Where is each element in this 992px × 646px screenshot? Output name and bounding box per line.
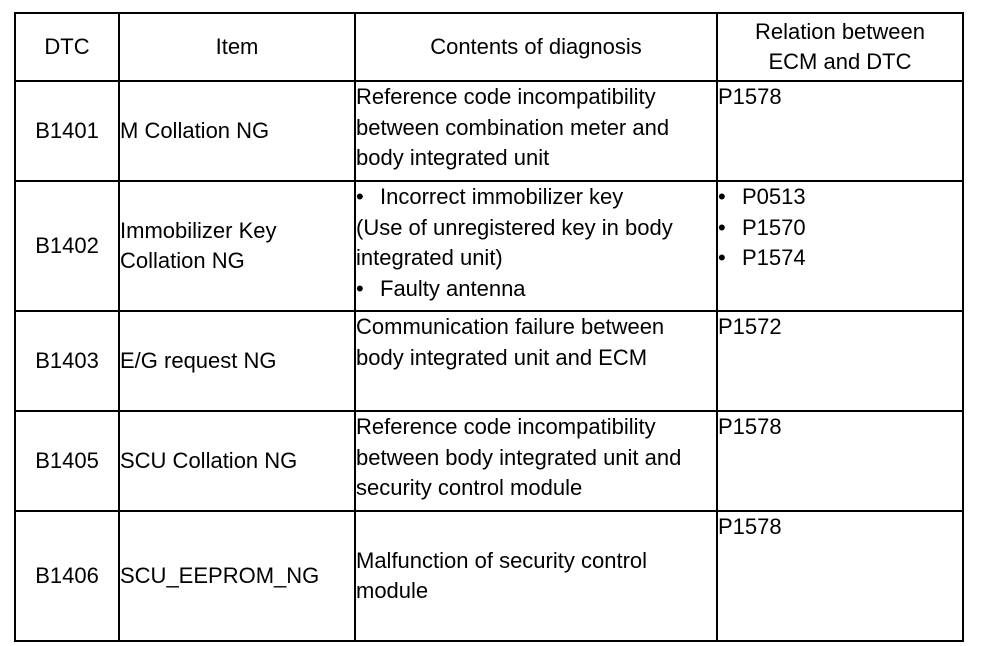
header-relation-line-1: Relation between	[754, 19, 925, 44]
dtc-code: B1405	[15, 411, 119, 511]
table-row	[15, 311, 963, 411]
table-row	[15, 411, 963, 511]
item-name: M Collation NG	[119, 81, 355, 181]
item-name: SCU_EEPROM_NG	[119, 511, 355, 641]
diagnosis-contents: Communication failure between body integrated unit and ECM	[355, 311, 717, 411]
dtc-code: B1401	[15, 81, 119, 181]
item-name: Immobilizer Key Collation NG	[119, 181, 355, 311]
table-row	[15, 511, 963, 641]
ecm-dtc-relation	[717, 181, 963, 311]
item-name: SCU Collation NG	[119, 411, 355, 511]
dtc-code: B1406	[15, 511, 119, 641]
diagnosis-bullet: • Faulty antenna	[356, 274, 716, 305]
ecm-dtc-relation: P1578	[717, 81, 963, 181]
dtc-code: B1402	[15, 181, 119, 311]
ecm-dtc-relation: P1578	[717, 511, 963, 641]
relation-bullet: • P1570	[718, 213, 962, 244]
table-row	[15, 181, 963, 311]
diagnosis-contents: Reference code incompatibility between combination meter and body integrated unit	[355, 81, 717, 181]
dtc-code: B1403	[15, 311, 119, 411]
relation-bullet: • P0513	[718, 182, 962, 213]
table-row	[15, 81, 963, 181]
relation-bullet: • P1574	[718, 243, 962, 274]
ecm-dtc-relation: P1572	[717, 311, 963, 411]
diagnosis-bullet: • Incorrect immobilizer key	[356, 182, 716, 213]
header-dtc: DTC	[15, 13, 119, 81]
header-contents: Contents of diagnosis	[355, 13, 717, 81]
header-item: Item	[119, 13, 355, 81]
dtc-table	[14, 12, 964, 642]
diagnosis-contents: Reference code incompatibility between body integrated unit and security control module	[355, 411, 717, 511]
item-name: E/G request NG	[119, 311, 355, 411]
diagnosis-contents	[355, 181, 717, 311]
header-relation-line-2: ECM and DTC	[768, 49, 912, 74]
diagnosis-detail: (Use of unregistered key in body integrated unit)	[356, 214, 673, 270]
diagnosis-contents: Malfunction of security control module	[355, 511, 717, 641]
header-relation	[717, 13, 963, 81]
table-header-row	[15, 13, 963, 81]
ecm-dtc-relation: P1578	[717, 411, 963, 511]
